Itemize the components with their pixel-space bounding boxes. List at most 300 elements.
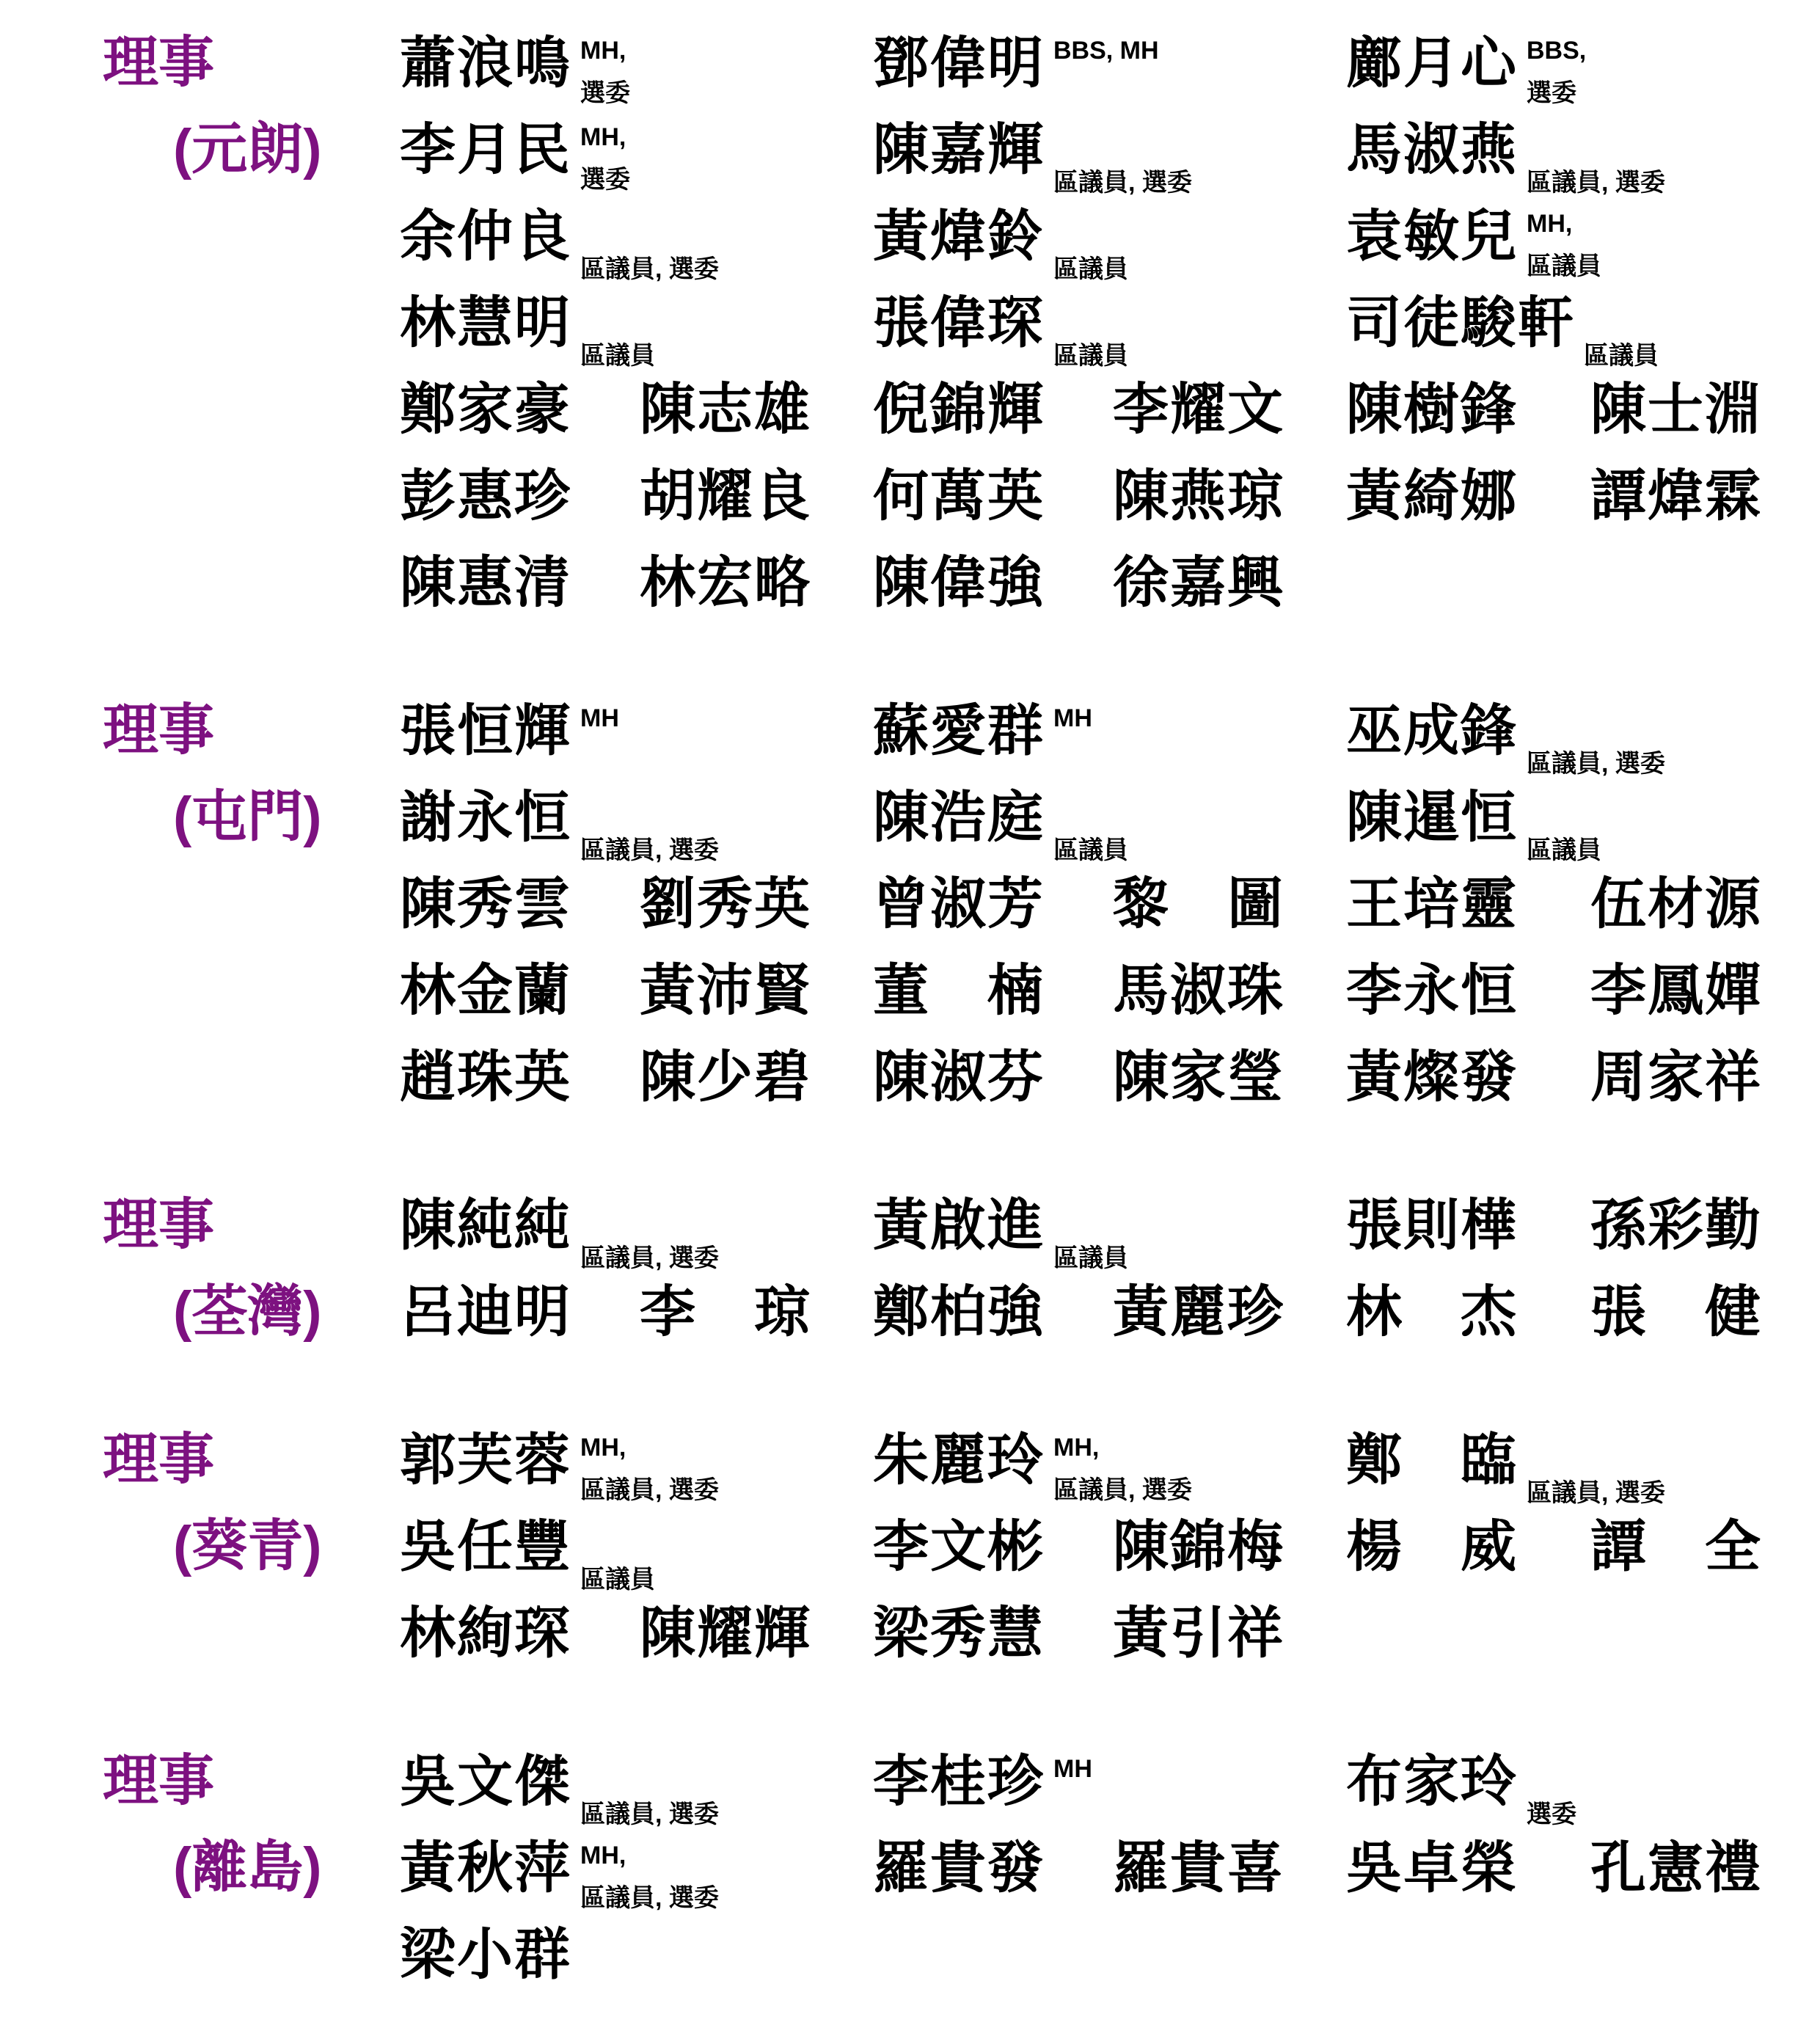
member-entry: [1113, 379, 1284, 441]
member-name: 李月民: [400, 119, 571, 181]
role-label: 理事: [103, 32, 214, 94]
suffix-line: MH,: [580, 1842, 626, 1869]
member-name: 林絢琛: [400, 1602, 571, 1665]
member-entry: [1590, 1194, 1762, 1257]
member-cell: [400, 292, 873, 379]
member-cell: [873, 1516, 1346, 1602]
member-cell: [873, 205, 1346, 292]
suffix-line: 區議員: [1053, 341, 1128, 370]
member-entry: [1346, 700, 1665, 778]
member-entry: [1590, 1046, 1762, 1109]
member-cell: [873, 960, 1346, 1046]
member-entry: [400, 787, 719, 864]
member-entry: [1346, 465, 1518, 528]
member-entry: [873, 1516, 1045, 1578]
role-label: 理事: [103, 1194, 214, 1256]
member-cell: [1346, 1194, 1820, 1281]
member-cell: [873, 1281, 1346, 1368]
member-cell: [1346, 1924, 1820, 2010]
member-entry: [873, 119, 1192, 197]
member-name: 陳偉強: [873, 552, 1045, 614]
member-entry: [1346, 1046, 1518, 1109]
suffix-line: MH,: [580, 1434, 626, 1462]
member-entry: [640, 1281, 811, 1343]
member-cell: [1346, 552, 1820, 638]
member-entry: [400, 1281, 571, 1343]
suffix-line: BBS,: [1527, 37, 1587, 65]
member-name: 李文彬: [873, 1516, 1045, 1578]
member-name: 林 杰: [1346, 1281, 1518, 1343]
member-entry: [1113, 873, 1284, 935]
member-name: 林金蘭: [400, 960, 571, 1022]
district-label: (元朗): [173, 118, 322, 180]
member-entry: [640, 379, 811, 441]
suffix-line: MH,: [580, 37, 626, 65]
member-cell: [400, 379, 873, 465]
member-name: 陳少碧: [640, 1046, 811, 1109]
member-title-suffix: [580, 37, 630, 107]
suffix-line: 區議員: [1053, 836, 1128, 864]
member-entry: [1590, 465, 1762, 528]
member-entry: [1113, 552, 1284, 614]
member-name: 張 健: [1590, 1281, 1762, 1343]
district-label: (離島): [173, 1836, 322, 1899]
member-title-suffix: [1053, 32, 1159, 103]
member-entry: [400, 700, 619, 770]
member-entry: [873, 1429, 1192, 1504]
member-name: 譚煒霖: [1590, 465, 1762, 528]
suffix-line: BBS, MH: [1053, 37, 1159, 65]
member-entry: [400, 1751, 719, 1828]
suffix-line: 區議員, 選委: [580, 836, 719, 864]
member-name: 鄺月心: [1346, 32, 1518, 95]
member-cell: [873, 379, 1346, 465]
member-entry: [1113, 1837, 1284, 1900]
member-entry: [1590, 873, 1762, 935]
member-cell: [400, 1837, 873, 1924]
member-name: 梁秀慧: [873, 1602, 1045, 1665]
member-name: 胡耀良: [640, 465, 811, 528]
member-title-suffix: [1053, 1434, 1192, 1504]
member-cell: [1346, 119, 1820, 205]
member-entry: [1113, 1046, 1284, 1109]
member-entry: [873, 787, 1128, 864]
member-name: 黃綺娜: [1346, 465, 1518, 528]
member-entry: [400, 960, 571, 1022]
member-name: 周家祥: [1590, 1046, 1762, 1109]
member-entry: [400, 1429, 719, 1504]
member-name: 倪錦輝: [873, 379, 1045, 441]
member-entry: [400, 552, 571, 614]
suffix-line: 選委: [580, 165, 630, 194]
member-cell: [873, 1602, 1346, 1689]
suffix-line: 區議員, 選委: [580, 1244, 719, 1272]
suffix-line: 區議員: [1053, 255, 1128, 283]
member-name: 劉秀英: [640, 873, 811, 935]
member-name: 張則樺: [1346, 1194, 1518, 1257]
member-entry: [1346, 292, 1659, 370]
member-title-suffix: [580, 1842, 719, 1912]
member-title-suffix: [580, 1202, 719, 1272]
member-cell: [1346, 1429, 1820, 1516]
member-name: 李耀文: [1113, 379, 1284, 441]
member-name: 伍材源: [1590, 873, 1762, 935]
member-entry: [1590, 379, 1762, 441]
suffix-line: MH: [1053, 1755, 1092, 1783]
member-cell: [400, 960, 873, 1046]
member-entry: [1346, 205, 1601, 280]
member-entry: [400, 465, 571, 528]
member-entry: [873, 205, 1128, 283]
district-label: (荃灣): [173, 1280, 322, 1343]
member-entry: [873, 465, 1045, 528]
suffix-line: MH,: [580, 123, 626, 151]
suffix-line: 區議員: [580, 341, 655, 370]
role-label: 理事: [103, 1429, 214, 1491]
member-entry: [873, 1602, 1045, 1665]
member-name: 馬淑珠: [1113, 960, 1284, 1022]
member-cell: [873, 1429, 1346, 1516]
suffix-line: 區議員, 選委: [1527, 1478, 1665, 1507]
member-title-suffix: [1053, 1751, 1092, 1821]
member-title-suffix: [580, 1523, 655, 1594]
member-section-1: [103, 32, 1820, 638]
member-cell: [1346, 1281, 1820, 1368]
member-entry: [640, 552, 811, 614]
member-cell: [873, 1194, 1346, 1281]
member-cell: [1346, 465, 1820, 552]
member-cell: [873, 292, 1346, 379]
member-name: 陳耀輝: [640, 1602, 811, 1665]
member-name: 呂迪明: [400, 1281, 571, 1343]
district-label: (屯門): [173, 786, 322, 848]
member-cell: [400, 787, 873, 873]
member-title-suffix: [1527, 37, 1586, 107]
member-entry: [400, 205, 719, 283]
member-cell: [873, 552, 1346, 638]
member-name: 林慧明: [400, 292, 571, 354]
member-name: 楊 威: [1346, 1516, 1518, 1578]
member-name: 陳志雄: [640, 379, 811, 441]
member-title-suffix: [1527, 1437, 1665, 1507]
member-entry: [873, 32, 1159, 103]
member-entry: [640, 960, 811, 1022]
member-name: 鄭 臨: [1346, 1429, 1518, 1492]
member-entry: [1113, 1281, 1284, 1343]
member-entry: [400, 1602, 571, 1665]
member-name: 林宏略: [640, 552, 811, 614]
suffix-line: 選委: [1527, 79, 1576, 107]
suffix-line: MH: [580, 704, 619, 732]
member-cell: [400, 552, 873, 638]
member-name: 李鳳嬋: [1590, 960, 1762, 1022]
member-section-4: [103, 1429, 1820, 1689]
suffix-line: 選委: [580, 79, 630, 107]
member-entry: [400, 1837, 719, 1912]
member-name: 陳士淵: [1590, 379, 1762, 441]
member-name: 羅貴發: [873, 1837, 1045, 1900]
member-entry: [1346, 1837, 1518, 1900]
member-cell: [400, 1516, 873, 1602]
member-entry: [400, 873, 571, 935]
member-section-5: [103, 1751, 1820, 2010]
suffix-line: 區議員: [1527, 252, 1601, 280]
member-cell: [1346, 873, 1820, 960]
suffix-line: 區議員, 選委: [1527, 168, 1665, 197]
member-name: 何萬英: [873, 465, 1045, 528]
member-entry: [1590, 1281, 1762, 1343]
member-title-suffix: [1527, 126, 1665, 197]
suffix-line: 區議員, 選委: [580, 1475, 719, 1504]
member-name: 黃煒鈴: [873, 205, 1045, 268]
member-cell: [400, 465, 873, 552]
member-entry: [1590, 960, 1762, 1022]
member-title-suffix: [1527, 210, 1601, 280]
member-name: 黃引祥: [1113, 1602, 1284, 1665]
member-entry: [1346, 1429, 1665, 1507]
member-cell: [400, 1281, 873, 1368]
member-cell: [873, 787, 1346, 873]
member-title-suffix: [580, 213, 719, 283]
member-name: 陳淑芬: [873, 1046, 1045, 1109]
member-name: 黃麗珍: [1113, 1281, 1284, 1343]
member-cell: [400, 1924, 873, 2010]
member-cell: [400, 1602, 873, 1689]
member-entry: [640, 1602, 811, 1665]
suffix-line: 區議員, 選委: [1053, 1475, 1192, 1504]
member-entry: [400, 1516, 655, 1594]
member-entry: [1346, 1516, 1518, 1578]
member-name: 郭芙蓉: [400, 1429, 571, 1492]
member-cell: [873, 700, 1346, 787]
member-cell: [400, 1429, 873, 1516]
member-name: 陳燕琼: [1113, 465, 1284, 528]
member-cell: [1346, 960, 1820, 1046]
member-name: 陳惠清: [400, 552, 571, 614]
member-cell: [1346, 1837, 1820, 1924]
member-name: 董 楠: [873, 960, 1045, 1022]
member-entry: [873, 1046, 1045, 1109]
member-cell: [1346, 1602, 1820, 1689]
member-name: 陳秀雲: [400, 873, 571, 935]
district-label: (葵青): [173, 1515, 322, 1577]
member-name: 布家玲: [1346, 1751, 1518, 1813]
member-entry: [1346, 32, 1587, 107]
suffix-line: 區議員: [1527, 836, 1601, 864]
member-name: 謝永恒: [400, 787, 571, 849]
member-title-suffix: [1053, 299, 1128, 370]
member-title-suffix: [580, 700, 619, 770]
member-cell: [400, 205, 873, 292]
suffix-line: 區議員, 選委: [1527, 749, 1665, 778]
member-name: 袁敏兒: [1346, 205, 1518, 268]
member-title-suffix: [1053, 126, 1192, 197]
member-entry: [1346, 787, 1601, 864]
member-name: 吳卓榮: [1346, 1837, 1518, 1900]
member-entry: [1346, 960, 1518, 1022]
member-entry: [1113, 465, 1284, 528]
member-name: 李桂珍: [873, 1751, 1045, 1813]
member-name: 陳家瑩: [1113, 1046, 1284, 1109]
member-cell: [1346, 32, 1820, 119]
member-title-suffix: [1053, 213, 1128, 283]
member-cell: [1346, 1516, 1820, 1602]
member-title-suffix: [1584, 299, 1659, 370]
member-entry: [1346, 379, 1518, 441]
member-section-3: [103, 1194, 1820, 1368]
member-title-suffix: [1527, 707, 1665, 778]
member-entry: [1113, 1516, 1284, 1578]
member-title-suffix: [580, 794, 719, 864]
member-cell: [1346, 787, 1820, 873]
member-entry: [873, 292, 1128, 370]
member-name: 吳文傑: [400, 1751, 571, 1813]
member-name: 梁小群: [400, 1924, 571, 1986]
member-name: 黎 圖: [1113, 873, 1284, 935]
member-name: 鄭柏強: [873, 1281, 1045, 1343]
member-entry: [1590, 1516, 1762, 1578]
member-name: 朱麗玲: [873, 1429, 1045, 1492]
member-cell: [400, 1046, 873, 1133]
member-entry: [873, 960, 1045, 1022]
member-name: 鄧偉明: [873, 32, 1045, 95]
member-name: 曾淑芳: [873, 873, 1045, 935]
member-cell: [1346, 1046, 1820, 1133]
member-name: 黃啟進: [873, 1194, 1045, 1257]
role-label: 理事: [103, 1750, 214, 1812]
member-name: 鄭家豪: [400, 379, 571, 441]
role-label: 理事: [103, 699, 214, 762]
member-cell: [873, 119, 1346, 205]
member-name: 司徒駿軒: [1346, 292, 1575, 354]
suffix-line: 區議員, 選委: [580, 1883, 719, 1912]
suffix-line: MH,: [1053, 1434, 1100, 1462]
member-cell: [873, 873, 1346, 960]
member-entry: [400, 1194, 719, 1272]
member-entry: [873, 1751, 1092, 1821]
member-cell: [400, 1194, 873, 1281]
member-name: 陳樹鋒: [1346, 379, 1518, 441]
member-title-suffix: [1053, 794, 1128, 864]
member-entry: [1113, 1602, 1284, 1665]
suffix-line: 區議員, 選委: [580, 255, 719, 283]
member-cell: [873, 32, 1346, 119]
member-entry: [873, 379, 1045, 441]
suffix-line: 選委: [1527, 1800, 1576, 1828]
member-name: 余仲良: [400, 205, 571, 268]
member-entry: [1346, 1281, 1518, 1343]
member-entry: [400, 119, 630, 194]
member-entry: [640, 873, 811, 935]
suffix-line: 區議員: [580, 1565, 655, 1594]
member-cell: [873, 1924, 1346, 2010]
member-name: 馬淑燕: [1346, 119, 1518, 181]
member-entry: [1113, 960, 1284, 1022]
member-entry: [640, 1046, 811, 1109]
member-title-suffix: [580, 1434, 719, 1504]
member-cell: [1346, 292, 1820, 379]
suffix-line: MH,: [1527, 210, 1573, 238]
suffix-line: 區議員: [1053, 1244, 1128, 1272]
member-cell: [400, 119, 873, 205]
member-name: 黃燦發: [1346, 1046, 1518, 1109]
member-name: 羅貴喜: [1113, 1837, 1284, 1900]
member-entry: [400, 1046, 571, 1109]
member-cell: [400, 32, 873, 119]
member-entry: [1346, 119, 1665, 197]
member-cell: [1346, 205, 1820, 292]
suffix-line: 區議員: [1584, 341, 1659, 370]
member-cell: [1346, 379, 1820, 465]
member-section-2: [103, 700, 1820, 1133]
member-title-suffix: [1053, 700, 1092, 770]
suffix-line: MH: [1053, 704, 1092, 732]
member-entry: [1346, 1194, 1518, 1257]
member-name: 蕭浪鳴: [400, 32, 571, 95]
member-title-suffix: [1527, 794, 1601, 864]
member-entry: [873, 1837, 1045, 1900]
member-cell: [400, 700, 873, 787]
member-entry: [400, 1924, 571, 1986]
member-name: 陳純純: [400, 1194, 571, 1257]
member-name: 吳任豐: [400, 1516, 571, 1578]
member-entry: [640, 465, 811, 528]
member-entry: [873, 873, 1045, 935]
member-entry: [1346, 873, 1518, 935]
suffix-line: 區議員, 選委: [1053, 168, 1192, 197]
member-title-suffix: [580, 123, 630, 194]
member-entry: [1590, 1837, 1762, 1900]
member-entry: [873, 1281, 1045, 1343]
member-name: 陳暹恒: [1346, 787, 1518, 849]
member-entry: [1346, 1751, 1576, 1828]
member-cell: [400, 873, 873, 960]
member-entry: [873, 1194, 1128, 1272]
member-title-suffix: [580, 299, 655, 370]
member-cell: [873, 1046, 1346, 1133]
member-cell: [873, 1837, 1346, 1924]
member-name: 譚 全: [1590, 1516, 1762, 1578]
member-title-suffix: [580, 1758, 719, 1828]
member-entry: [400, 379, 571, 441]
member-cell: [873, 1751, 1346, 1837]
member-name: 張恒輝: [400, 700, 571, 762]
member-name: 李永恒: [1346, 960, 1518, 1022]
member-cell: [400, 1751, 873, 1837]
member-entry: [400, 292, 655, 370]
member-entry: [873, 700, 1092, 770]
member-name: 蘇愛群: [873, 700, 1045, 762]
member-name: 李 琼: [640, 1281, 811, 1343]
member-name: 徐嘉興: [1113, 552, 1284, 614]
member-name: 陳嘉輝: [873, 119, 1045, 181]
member-entry: [873, 552, 1045, 614]
member-cell: [873, 465, 1346, 552]
member-name: 彭惠珍: [400, 465, 571, 528]
member-name: 孔憲禮: [1590, 1837, 1762, 1900]
member-entry: [400, 32, 630, 107]
member-name: 王培靈: [1346, 873, 1518, 935]
member-name: 張偉琛: [873, 292, 1045, 354]
member-title-suffix: [1053, 1202, 1128, 1272]
member-name: 趙珠英: [400, 1046, 571, 1109]
member-name: 巫成鋒: [1346, 700, 1518, 762]
suffix-line: 區議員, 選委: [580, 1800, 719, 1828]
member-cell: [1346, 1751, 1820, 1837]
member-name: 黃秋萍: [400, 1837, 571, 1900]
member-name: 孫彩勤: [1590, 1194, 1762, 1257]
member-title-suffix: [1527, 1758, 1576, 1828]
